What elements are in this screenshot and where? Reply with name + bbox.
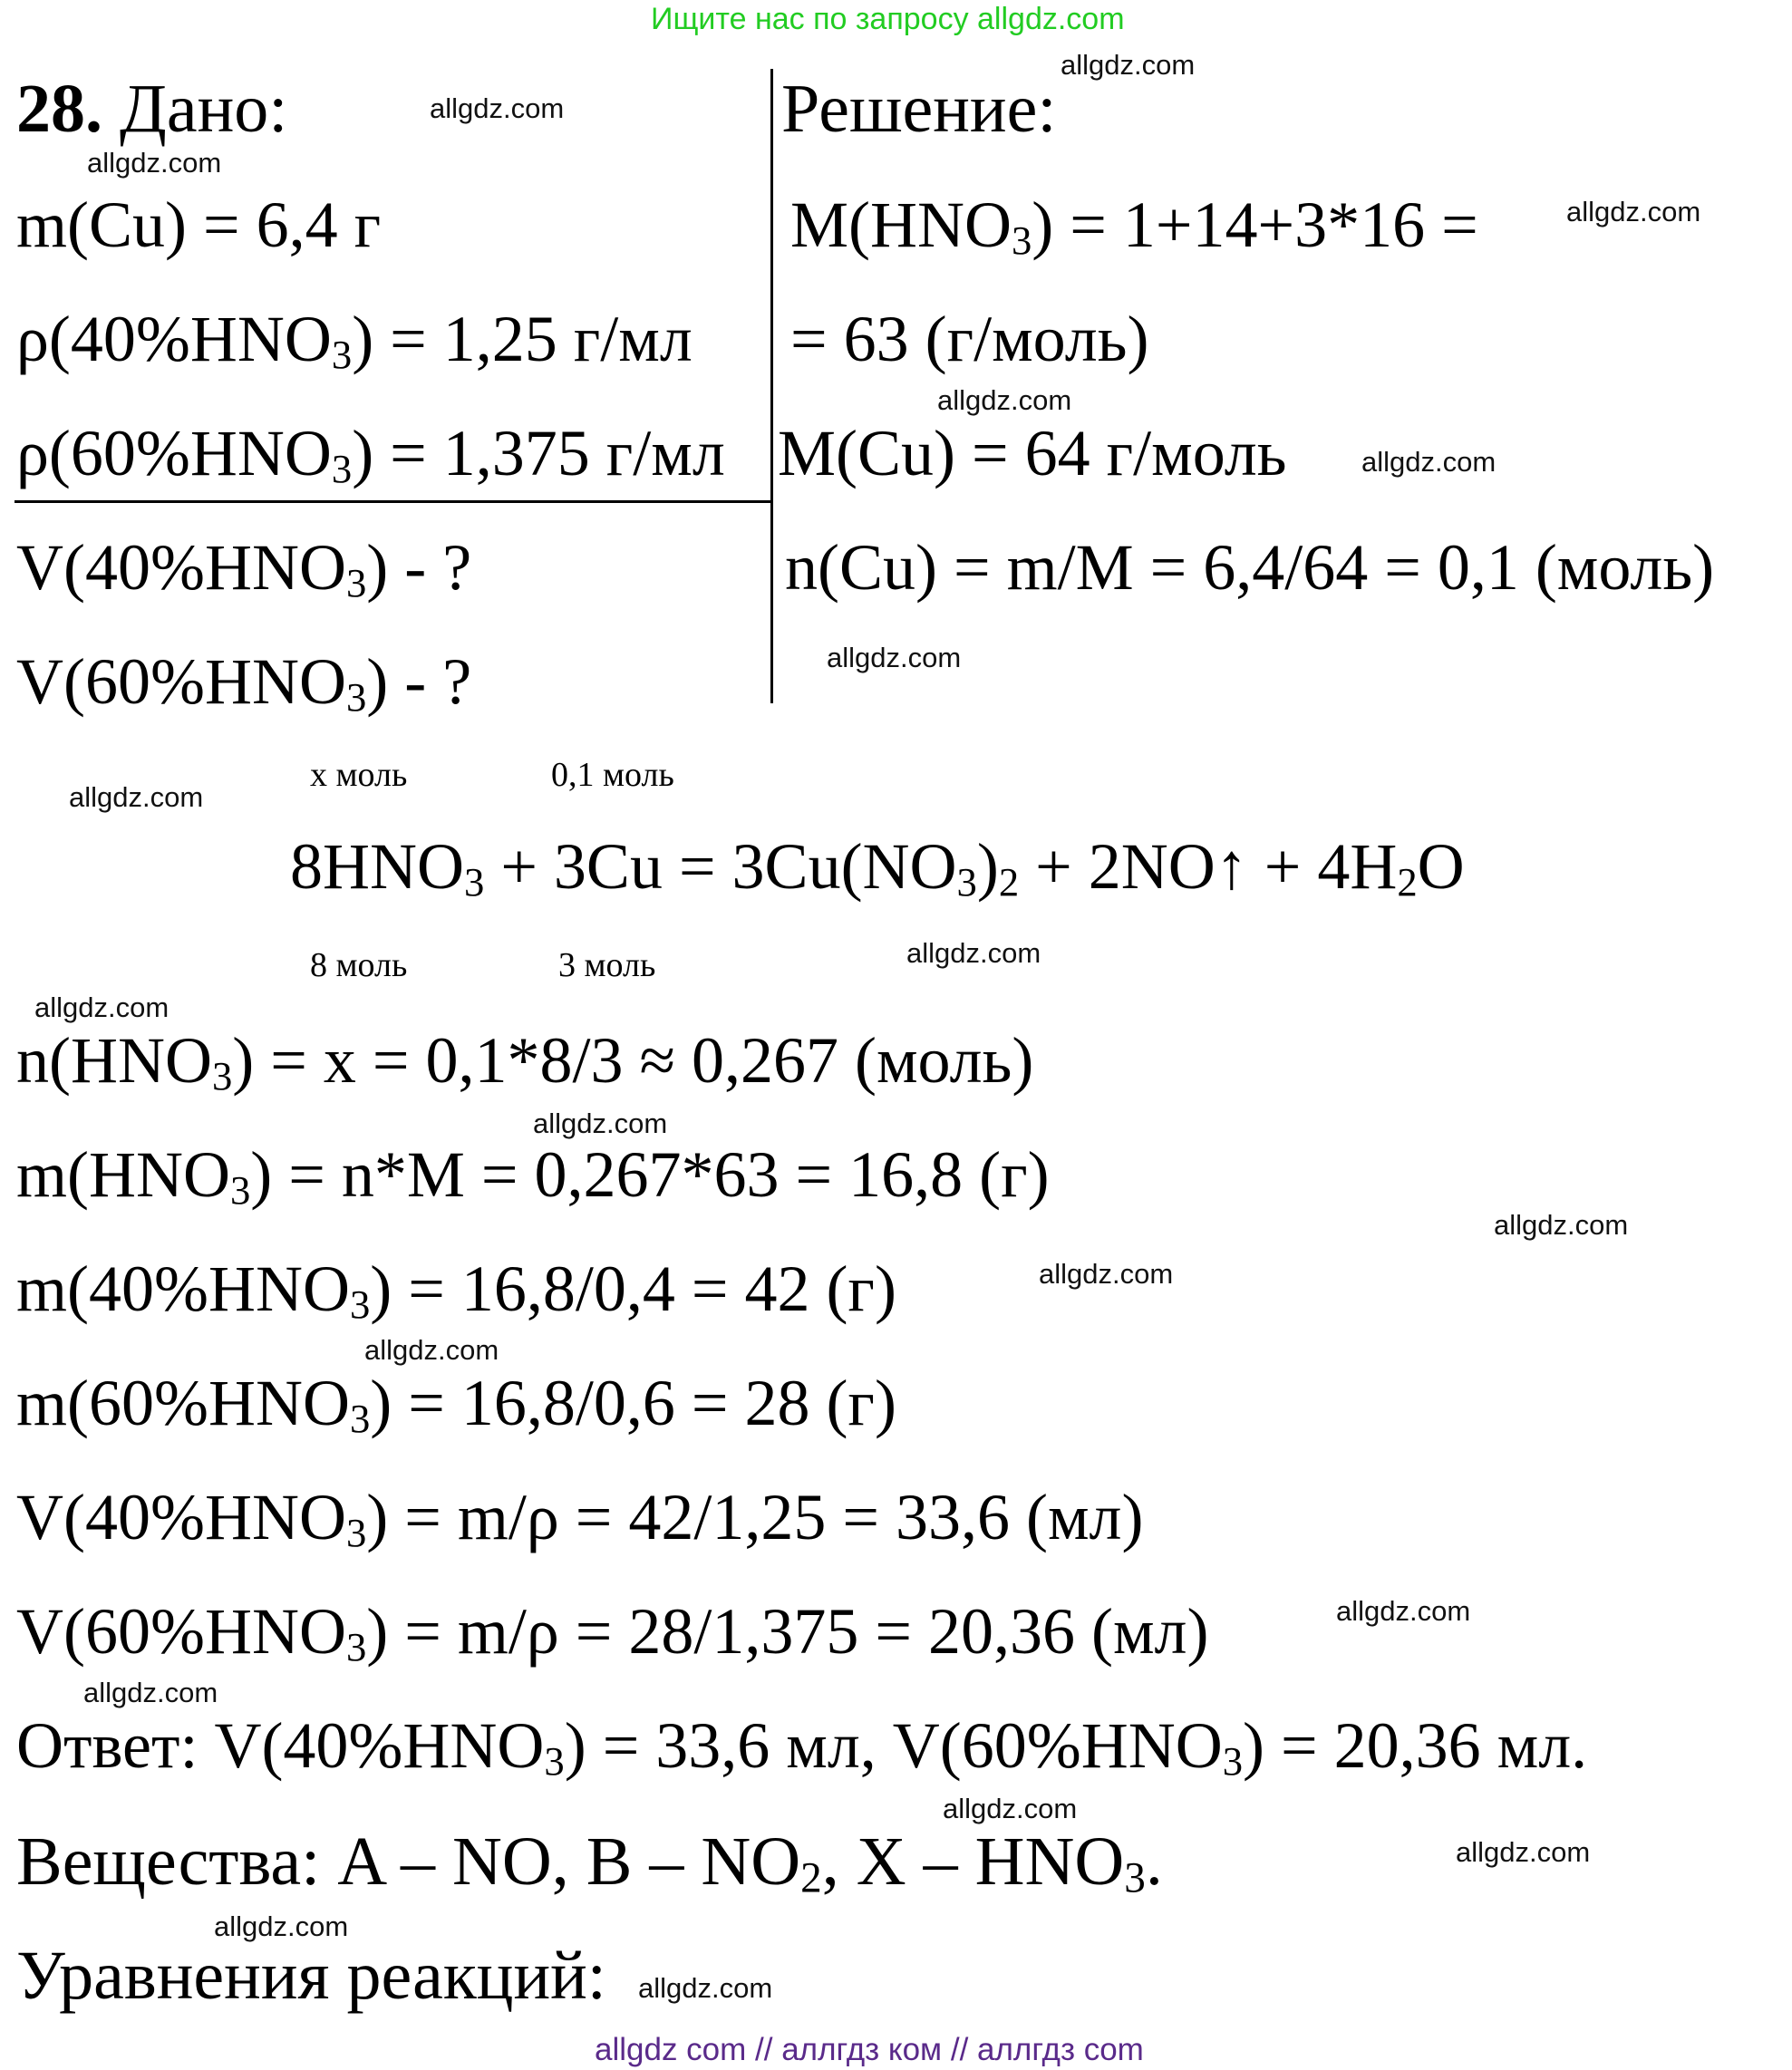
molar-mass-hno3-result: = 63 (г/моль) (790, 303, 1149, 375)
reaction-part-5: O (1417, 830, 1465, 903)
calc-vol60 (16, 1595, 1209, 1670)
find-v40-pre: V(40%HNO (16, 531, 346, 604)
watermark: allgdz.com (943, 1793, 1078, 1824)
reaction-part-3: ) (976, 830, 999, 903)
answer-part-1: Ответ: V(40%HNO (16, 1709, 545, 1782)
watermark: allgdz.com (87, 147, 222, 179)
calc-vol60-pre: V(60%HNO (16, 1595, 346, 1668)
molar-mass-hno3-pre: M(HNO (790, 189, 1012, 261)
given-rho60-pre: ρ(60%HNO (16, 417, 332, 489)
calc-n-hno3-pre: n(HNO (16, 1024, 212, 1097)
watermark: allgdz.com (1456, 1836, 1591, 1868)
calc-mass40-post: ) = 16,8/0,4 = 42 (г) (370, 1253, 896, 1325)
find-v60-pre: V(60%HNO (16, 645, 346, 718)
watermark: allgdz.com (1361, 446, 1497, 478)
calc-mass60 (16, 1367, 896, 1442)
substances-part-1: Вещества: A – NO, B – NO (16, 1823, 801, 1900)
answer-line (16, 1709, 1588, 1785)
given-rho60-sub: 3 (331, 446, 353, 492)
calc-mass-hno3 (16, 1138, 1050, 1214)
molar-mass-hno3-sub: 3 (1011, 218, 1032, 264)
reaction-below-cu: 3 моль (558, 946, 656, 984)
watermark: allgdz.com (364, 1334, 499, 1366)
reaction-sub-2: 3 (956, 859, 977, 905)
bottom-banner: allgdz com // аллгдз ком // аллгдз com (595, 2032, 1144, 2067)
answer-sub-2: 3 (1222, 1738, 1244, 1785)
calc-mass40 (16, 1253, 896, 1328)
problem-header (16, 71, 288, 147)
reaction-sub-4: 2 (1397, 859, 1418, 905)
watermark: allgdz.com (83, 1677, 218, 1708)
reaction-part-1: 8HNO (290, 830, 464, 903)
calc-mass40-sub: 3 (349, 1282, 371, 1328)
find-v40 (16, 531, 472, 606)
watermark: allgdz.com (1061, 49, 1196, 81)
reaction-part-4: + 2NO↑ + 4H (1019, 830, 1398, 903)
given-rho40 (16, 303, 693, 378)
watermark: allgdz.com (1336, 1595, 1471, 1627)
calc-mass60-sub: 3 (349, 1396, 371, 1442)
calc-n-hno3-sub: 3 (211, 1053, 233, 1099)
given-rho40-pre: ρ(40%HNO (16, 303, 332, 375)
calc-vol40 (16, 1481, 1144, 1556)
calc-mass40-pre: m(40%HNO (16, 1253, 350, 1325)
watermark: allgdz.com (1039, 1258, 1174, 1290)
given-rho60-post: ) = 1,375 г/мл (352, 417, 725, 489)
substances-sub-2: 3 (1124, 1854, 1146, 1902)
reaction-sub-3: 2 (998, 859, 1020, 905)
answer-part-3: ) = 20,36 мл. (1243, 1709, 1588, 1782)
watermark: allgdz.com (533, 1108, 668, 1139)
given-label: Дано: (120, 71, 288, 147)
vertical-divider (770, 69, 773, 703)
calc-mass60-pre: m(60%HNO (16, 1367, 350, 1439)
reaction-below-hno3: 8 моль (310, 946, 408, 984)
find-v40-sub: 3 (345, 560, 367, 606)
molar-mass-hno3 (790, 189, 1478, 264)
equations-label: Уравнения реакций: (16, 1938, 606, 2014)
top-banner: Ищите нас по запросу allgdz.com (651, 2, 1125, 36)
solution-label: Решение: (781, 71, 1057, 147)
watermark: allgdz.com (34, 991, 170, 1023)
reaction-above-cu: 0,1 моль (551, 756, 674, 794)
calc-mass-hno3-sub: 3 (229, 1167, 251, 1214)
substances-sub-1: 2 (800, 1854, 822, 1902)
molar-mass-hno3-post: ) = 1+14+3*16 = (1032, 189, 1478, 261)
watermark: allgdz.com (906, 937, 1041, 969)
reaction-equation (290, 830, 1465, 905)
given-mass-cu (16, 189, 382, 261)
watermark: allgdz.com (638, 1972, 773, 2004)
calc-n-hno3-post: ) = x = 0,1*8/3 ≈ 0,267 (моль) (232, 1024, 1034, 1097)
substances-line (16, 1823, 1163, 1902)
find-v60-post: ) - ? (366, 645, 472, 718)
answer-sub-1: 3 (544, 1738, 565, 1785)
substances-part-2: , X – HNO (821, 1823, 1125, 1900)
given-mass-cu-text: m(Cu) = 6,4 г (16, 189, 382, 261)
reaction-above-hno3: x моль (310, 756, 408, 794)
answer-part-2: ) = 33,6 мл, V(60%HNO (564, 1709, 1223, 1782)
given-divider (15, 500, 772, 503)
calc-vol40-post: ) = m/ρ = 42/1,25 = 33,6 (мл) (366, 1481, 1144, 1553)
given-rho40-post: ) = 1,25 г/мл (352, 303, 693, 375)
watermark: allgdz.com (430, 92, 565, 124)
calc-vol40-pre: V(40%HNO (16, 1481, 346, 1553)
watermark: allgdz.com (937, 384, 1072, 416)
substances-part-3: . (1145, 1823, 1163, 1900)
reaction-sub-1: 3 (464, 859, 485, 905)
calc-vol60-post: ) = m/ρ = 28/1,375 = 20,36 (мл) (366, 1595, 1209, 1668)
find-v40-post: ) - ? (366, 531, 472, 604)
problem-number: 28. (16, 71, 102, 147)
given-rho60 (16, 417, 725, 492)
calc-vol40-sub: 3 (345, 1510, 367, 1556)
moles-cu: n(Cu) = m/M = 6,4/64 = 0,1 (моль) (785, 531, 1715, 604)
calc-mass-hno3-pre: m(HNO (16, 1138, 230, 1211)
watermark: allgdz.com (69, 781, 204, 813)
molar-mass-cu: M(Cu) = 64 г/моль (778, 417, 1287, 489)
find-v60-sub: 3 (345, 674, 367, 721)
find-v60 (16, 645, 472, 721)
reaction-part-2: + 3Cu = 3Cu(NO (484, 830, 957, 903)
calc-vol60-sub: 3 (345, 1624, 367, 1670)
calc-mass-hno3-post: ) = n*M = 0,267*63 = 16,8 (г) (250, 1138, 1050, 1211)
watermark: allgdz.com (1566, 196, 1701, 227)
watermark: allgdz.com (1494, 1209, 1629, 1241)
calc-mass60-post: ) = 16,8/0,6 = 28 (г) (370, 1367, 896, 1439)
calc-n-hno3 (16, 1024, 1034, 1099)
watermark: allgdz.com (827, 642, 962, 673)
given-rho40-sub: 3 (331, 332, 353, 378)
watermark: allgdz.com (214, 1910, 349, 1942)
